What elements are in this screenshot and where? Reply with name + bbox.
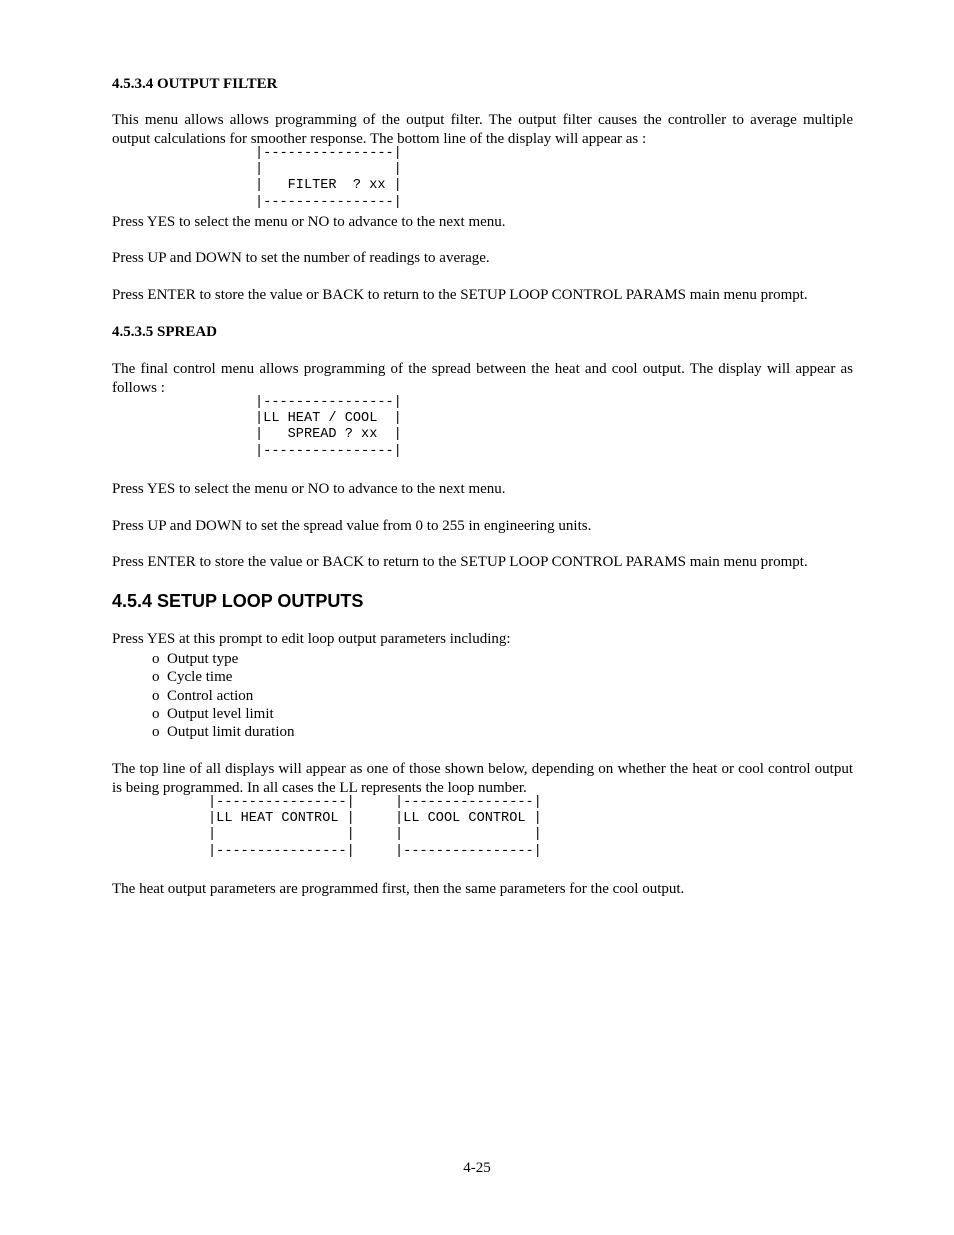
bullet-mark: o [152,705,160,722]
paragraph-spread-yes-no: Press YES to select the menu or NO to advance to the next menu. [112,481,506,497]
bullet-mark: o [152,651,160,667]
paragraph-heat-cool-order: The heat output parameters are programmed first, then the same parameters for the cool output. [112,881,685,897]
list-item [152,650,295,668]
list-item [152,687,295,705]
paragraph-outputs-intro: Press YES at this prompt to edit loop output parameters including: [112,631,511,647]
list-item [152,705,295,723]
list-item [152,723,295,741]
display-filter-box: |----------------| | | | FILTER ? xx | |----------------| [255,146,402,210]
paragraph-filter-up-down: Press UP and DOWN to set the number of readings to average. [112,250,490,266]
display-spread-box: |----------------| |LL HEAT / COOL | | SPREAD ? xx | |----------------| [255,395,402,459]
list-item-label: Output limit duration [167,724,295,741]
bullet-mark: o [152,724,160,741]
paragraph-filter-enter-back: Press ENTER to store the value or BACK to return to the SETUP LOOP CONTROL PARAMS main menu prompt. [112,287,808,303]
list-item-label: Output level limit [167,705,274,722]
paragraph-filter-intro: This menu allows allows programming of the output filter. The output filter causes the controller to average multiple output calculations for smoother response. The bottom line of the display will appear as : [112,112,853,147]
paragraph-top-line-displays: The top line of all displays will appear as one of those shown below, depending on whether the heat or cool control output is being programmed. In all cases the LL represents the loop number. [112,761,853,796]
page-number: 4-25 [463,1160,491,1176]
paragraph-spread-enter-back: Press ENTER to store the value or BACK to return to the SETUP LOOP CONTROL PARAMS main menu prompt. [112,554,808,570]
list-item-label: Cycle time [167,669,233,686]
list-item-label: Output type [167,651,239,667]
paragraph-spread-intro: The final control menu allows programming of the spread between the heat and cool output. The display will appear as follows : [112,361,853,396]
bullet-mark: o [152,687,160,704]
list-item-label: Control action [167,687,254,704]
section-heading-setup-loop-outputs: 4.5.4 SETUP LOOP OUTPUTS [112,591,364,611]
list-item [152,668,295,686]
display-cool-control-box: |----------------| |LL COOL CONTROL | | | |----------------| [395,795,542,859]
display-heat-control-box: |----------------| |LL HEAT CONTROL | | | |----------------| [208,795,355,859]
section-heading-output-filter: 4.5.3.4 OUTPUT FILTER [112,76,278,92]
paragraph-spread-up-down: Press UP and DOWN to set the spread value from 0 to 255 in engineering units. [112,518,592,534]
paragraph-filter-yes-no: Press YES to select the menu or NO to advance to the next menu. [112,214,506,230]
bullet-list-output-params [152,650,295,741]
bullet-mark: o [152,669,160,686]
section-heading-spread: 4.5.3.5 SPREAD [112,324,218,340]
